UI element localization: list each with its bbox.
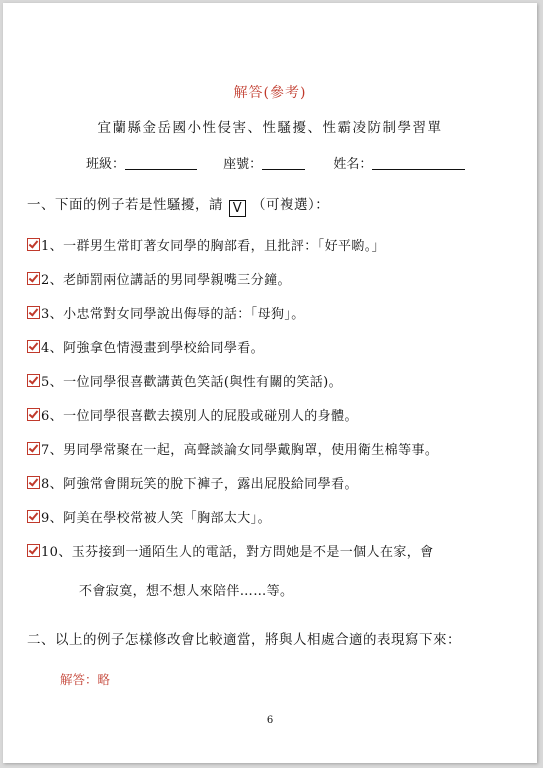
question-1-prefix: 一、下面的例子若是性騷擾，請: [27, 197, 223, 213]
question-2: 二、以上的例子怎樣修改會比較適當，將與人相處合適的表現寫下來：: [27, 632, 461, 648]
question-1-suffix: （可複選）：: [252, 197, 330, 213]
checkbox-checked-icon: [27, 340, 40, 353]
question-1: [27, 193, 329, 217]
class-label: 班級：: [86, 157, 126, 172]
seat-blank: [262, 156, 305, 170]
seat-label: 座號：: [223, 157, 263, 172]
checkbox-checked-icon: [27, 476, 40, 489]
answer-reference-label: 解答(參考): [233, 85, 307, 101]
list-item: 8、阿強常會開玩笑的脫下褲子，露出屁股給同學看。: [27, 473, 358, 492]
list-item: 10、玉芬接到一通陌生人的電話，對方問她是不是一個人在家，會: [27, 541, 434, 560]
name-label: 姓名：: [333, 157, 373, 172]
check-mark-box: V: [229, 200, 246, 217]
page-number: 6: [266, 715, 274, 726]
list-item: 1、一群男生常盯著女同學的胸部看，且批評：「好平喲。」: [27, 235, 385, 254]
checkbox-checked-icon: [27, 408, 40, 421]
checkbox-checked-icon: [27, 544, 40, 557]
list-item: 2、老師罰兩位講話的男同學親嘴三分鐘。: [27, 269, 291, 288]
list-item: 5、一位同學很喜歡講黃色笑話(與性有關的笑話)。: [27, 371, 342, 390]
checkbox-checked-icon: [27, 306, 40, 319]
document-page: [3, 3, 537, 763]
item-10-continuation: 不會寂寞，想不想人來陪伴……等。: [79, 584, 294, 599]
list-item: 7、男同學常聚在一起，高聲談論女同學戴胸罩，使用衛生棉等事。: [27, 439, 438, 458]
name-blank: [372, 156, 465, 170]
class-blank: [125, 156, 197, 170]
list-item: 6、一位同學很喜歡去摸別人的屁股或碰別人的身體。: [27, 405, 358, 424]
list-item: 3、小忠常對女同學說出侮辱的話：「母狗」。: [27, 303, 305, 322]
checkbox-checked-icon: [27, 374, 40, 387]
list-item: 4、阿強拿色情漫畫到學校給同學看。: [27, 337, 264, 356]
seat-field: [223, 153, 305, 172]
checkbox-checked-icon: [27, 510, 40, 523]
question-2-answer: 解答：略: [60, 672, 111, 687]
worksheet-title: 宜蘭縣金岳國小性侵害、性騷擾、性霸凌防制學習單: [97, 120, 443, 136]
checkbox-checked-icon: [27, 442, 40, 455]
class-field: [86, 153, 197, 172]
student-info-row: [86, 153, 465, 172]
checkbox-checked-icon: [27, 238, 40, 251]
name-field: [333, 153, 465, 172]
checkbox-checked-icon: [27, 272, 40, 285]
list-item: 9、阿美在學校常被人笑「胸部太大」。: [27, 507, 271, 526]
